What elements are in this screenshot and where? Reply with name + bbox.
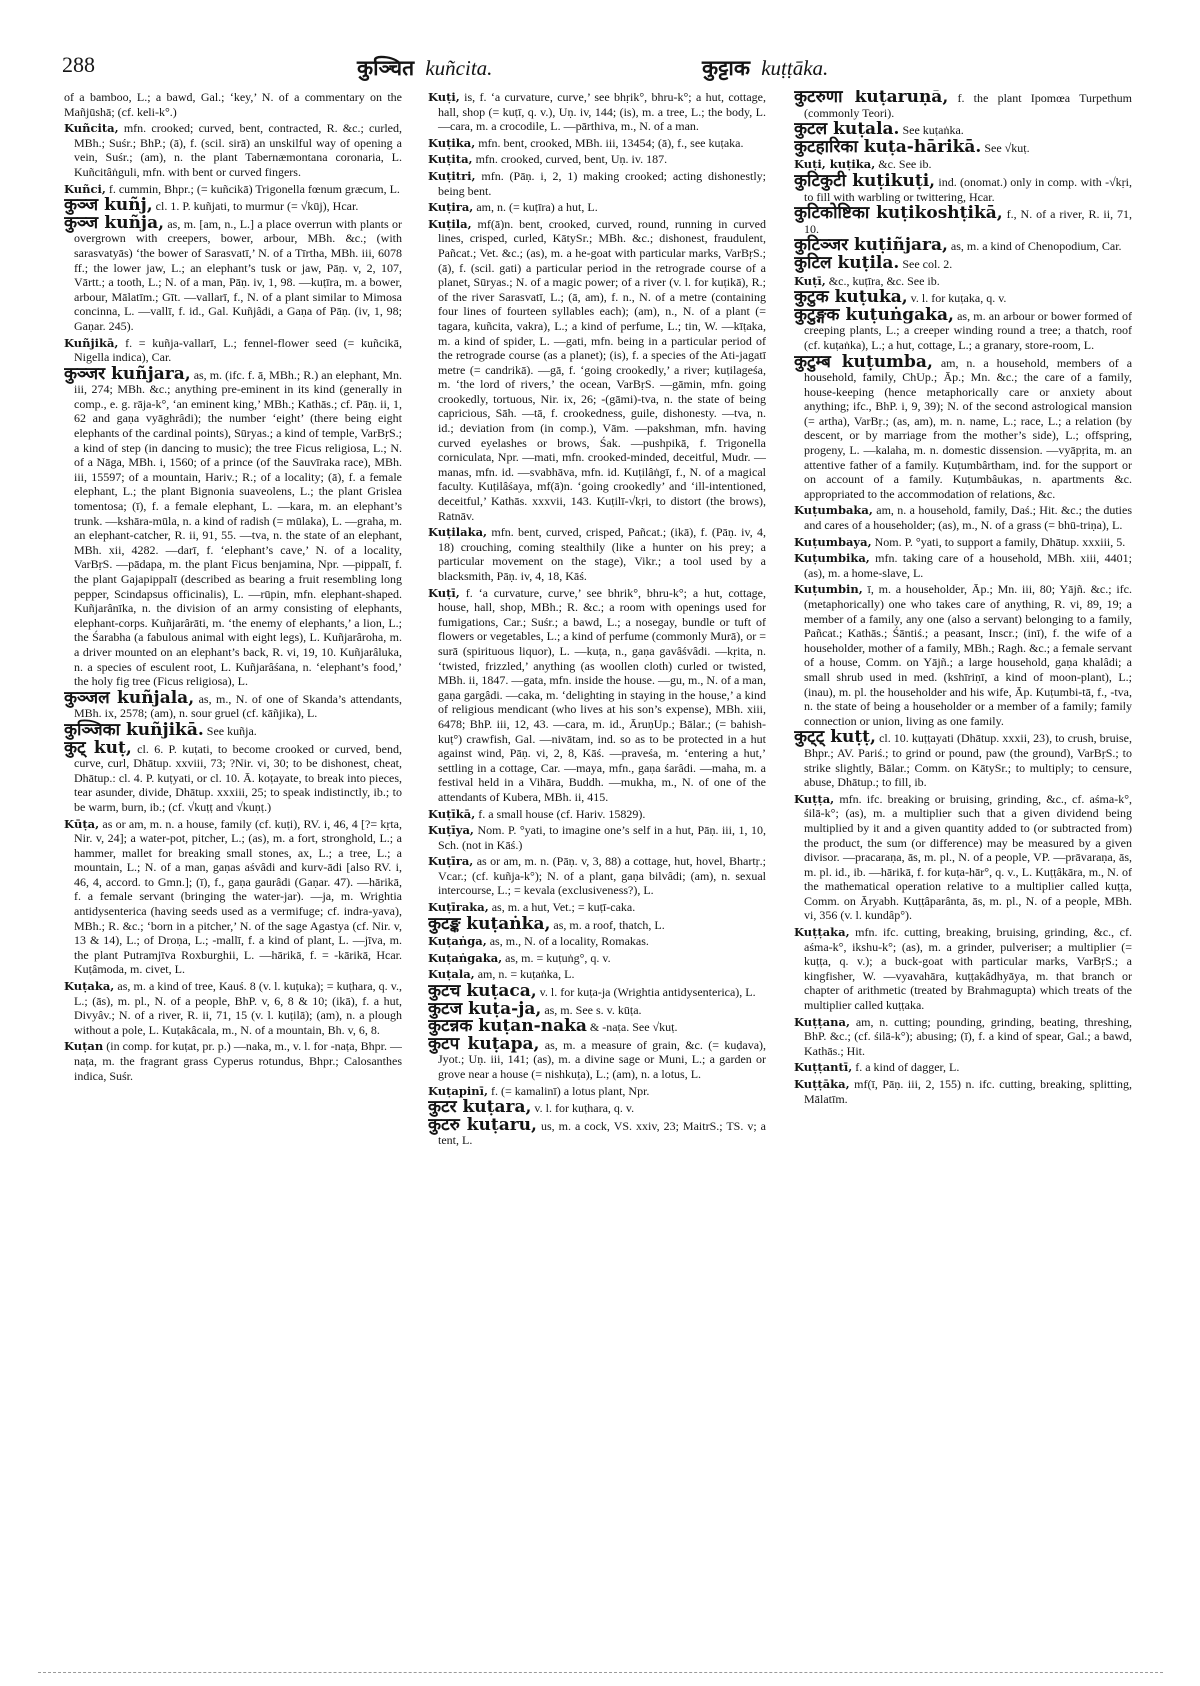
entry-definition: v. l. for kuṭaka, q. v.: [910, 291, 1007, 306]
entry-definition: as, m. a kind of tree, Kauś. 8 (v. l. kuṭuka); = kuṭhara, q. v., L.; (ās), m. pl., N. of a people, BhP. v, 6, 8 & 10; (ikā), f. a hut, Divyâv.; N. of a river, R. ii, 71, 15 (v. l. kuṭilā); (am), n. a plough without a pole, L. Kuṭakâcala, m., N. of a mountain, Bh. v, 6, 8.: [74, 979, 402, 1037]
entry-headword: Kuṭī,: [794, 273, 826, 288]
entry-headword: Kuṭi,: [428, 90, 460, 104]
entry-definition: as, m. = kuṭuṅg°, q. v.: [505, 950, 611, 965]
left-guide-word: [357, 54, 492, 82]
dictionary-entry: [64, 979, 402, 1037]
dictionary-entry: [428, 1084, 766, 1099]
page-header: [62, 50, 1132, 86]
entry-definition: ind. (onomat.) only in comp. with -√kṛi, to fill with warbling or twittering, Hcar.: [804, 174, 1132, 204]
entry-headword: Kuṭita,: [428, 152, 473, 167]
dictionary-entry: [64, 687, 402, 721]
entry-headword: Kuṭīra,: [428, 854, 474, 869]
entry-headword: Kuṭumbika,: [794, 551, 870, 566]
dictionary-entry: [794, 727, 1132, 790]
entry-definition: v. l. for kuṭa-ja (Wrightia antidysenterica), L.: [539, 985, 756, 1000]
dictionary-entry: [794, 351, 1132, 502]
entry-headword: कुटङ्क kuṭaṅka,: [428, 913, 551, 934]
left-guide-devanagari: कुञ्चित: [357, 56, 415, 80]
dictionary-entry: [428, 981, 766, 1002]
dictionary-entry: [428, 200, 766, 215]
entry-definition: as, m. See s. v. kūṭa.: [544, 1002, 642, 1017]
entry-headword: कुटुक kuṭuka,: [794, 287, 908, 308]
entry-definition: am, n. a household, members of a household, family, ChUp.; Āp.; Mn. &c.; the care of a family, house-keeping (hence metaphorically care or anxiety about anything; ifc., BhP. i, 9, 39); N. of the second astrological mansion (= artha), VarBṛ.; (as, am), m. n. name, L.; race, L.; a relation (by descent, or by marriage from the mother’s side), L.; offspring, progeny, L. —kalaha, m. n. domestic dissension. —vyāpṛita, m. an attentive father of a family. Kuṭumbârtham, ind. for the support or on account of a family. Kuṭumbâukas, n. apartments &c. appropriated to the accommodation of relations, &c.: [804, 355, 1132, 501]
dictionary-entry: [428, 136, 766, 151]
entry-headword: Kuṭumbin,: [794, 582, 863, 597]
entry-definition: cl. 1. P. kuñjati, to murmur (= √kūj), Hcar.: [155, 199, 359, 214]
entry-headword: Kuṭṭantī,: [794, 1060, 853, 1075]
entry-definition: is, f. ‘a curvature, curve,’ see bhṛik°, bhru-k°; a hut, cottage, hall, shop (= kuṭī, q. v.), Uṇ. iv, 144; (is), m. a tree, L.; the body, L. —cara, m. a crocodile, L. —pārthiva, m., N. of a man.: [438, 90, 766, 134]
entry-headword: Kuṭīraka,: [428, 900, 489, 915]
dictionary-entry: [64, 182, 402, 197]
entry-headword: Kuṭumbaya,: [794, 534, 872, 549]
entry-headword: Kuñcita,: [64, 121, 119, 136]
entry-definition: f. = kuñja-vallarī, L.; fennel-flower seed (= kuñcikā, Nigella indica), Car.: [74, 335, 402, 365]
page-number: 288: [62, 52, 95, 77]
entry-definition: f. (= kamalinī) a lotus plant, Npr.: [491, 1083, 650, 1098]
entry-definition: mf(ī, Pāṇ. iii, 2, 155) n. ifc. cutting, breaking, splitting, Mālatīm.: [804, 1077, 1132, 1106]
entry-headword: कुटज kuṭa-ja,: [428, 998, 542, 1019]
entry-definition: as, m. a kind of Chenopodium, Car.: [950, 239, 1122, 254]
entry-headword: कुटर kuṭara,: [428, 1097, 532, 1118]
dictionary-entry: [794, 203, 1132, 236]
entry-definition: of a bamboo, L.; a bawd, Gal.; ‘key,’ N. of a commentary on the Mañjūshā; (cf. keli-k°.): [64, 90, 402, 119]
entry-definition: f., N. of a river, R. ii, 71, 10.: [804, 207, 1132, 236]
dictionary-entry: [428, 1097, 766, 1118]
entry-definition: Nom. P. °yati, to imagine one’s self in a hut, Pāṇ. iii, 1, 10, Sch. (not in Kāś.): [438, 823, 766, 852]
dictionary-entry: [794, 1077, 1132, 1106]
entry-definition: as, m., N. of a locality, Romakas.: [489, 934, 649, 949]
entry-headword: Kuṭaṅga,: [428, 934, 487, 949]
entry-definition: as or am, m. n. a house, family (cf. kuṭi), RV. i, 46, 4 [?= kṛta, Nir. v, 24]; a water-pot, pitcher, L.; (as), m. a fort, stronghold, L.; a hammer, mallet for breaking small stones, ax, L.; a tree, L.; a mountain, L.; N. of a man, gaṇas aśvâdi and kurv-ādi [also RV. i, 46, 4, accord. to Gmn.]; (ī), f., gaṇa gaurâdi (Gaṇar. 47). —hārikā, f. a female servant (bringing the water-jar). —ja, m. Wrightia antidysenterica (having seeds used as a vermifuge; cf. indra-yava), MBh.; R. &c.; ‘born in a pitcher,’ N. of the sage Agastya (cf. Nir. v, 13 & 14), L.; of Droṇa, L.; -mallī, f. a kind of plant, L. —jīva, m. the plant Putramjīva Roxburghii, L. —hārikā, f. = -kārikā, Hcar. Kuṭâmoda, m. civet, L.: [74, 816, 402, 977]
entry-definition: am, n. a household, family, Daś.; Hit. &c.; the duties and cares of a householder; (as), m., N. of a grass (= bhū-triṇa), L.: [804, 503, 1132, 533]
entry-headword: Kuṭṭaka,: [794, 925, 850, 940]
dictionary-entry: [794, 535, 1132, 550]
entry-definition: mfn. ifc. breaking or bruising, grinding, &c., cf. aśma-k°, śilā-k°; (as), m. a multiplier such that a given dividend being multiplied by it and a given quantity added to (or subtracted from) the product, the sum (or difference) may be measured by a given divisor. —pracaraṇa, ās, m. pl., N. of a people, VP. —prāvaraṇa, ās, m. pl. id., ib. —hārikā, f. for kuṭa-hār°, q. v., L. Kuṭṭâkāra, m., N. of the mathematical operation relative to a multiplier called kuṭṭa, Comm. on Āryabh. Kuṭṭâparânta, ās, m. pl., N. of a people, MBh. vi, 356 (v. l. kundâp°).: [804, 791, 1132, 923]
entry-definition: mf(ā)n. bent, crooked, curved, round, running in curved lines, crisped, curled, KātySr.; MBh. &c.; dishonest, fraudulent, Pañcat.; Vet. &c.; (as), m. a he-goat with particular marks, VarBṛS.; (ā), f. (scil. gati) a particular period in the retrograde course of a planet, Sūryas.; N. of a magic power; of a river (v. l. for kuṭikā), R.; of the river Sarasvatī, L.; (ā, am), f. n., N. of a metre (containing four lines of fourteen syllables each); (am), n., N. of a plant (= tagara, kuñcita, vakra), L.; a kind of perfume, L.; tin, W. —kīṭaka, m. a kind of spider, L. —gati, mfn. being in a particular period of the retrograde course (as a planet); (is), f. a species of the Ati-jagatī metre (= candrikā). —gā, f. ‘going crookedly,’ a river; kuṭilageśa, m. ‘the lord of rivers,’ the ocean, VarBṛS. —gāmin, mfn. going crookedly, tortuous, Nir. ix, 26; -(gāmi)-tva, n. the state of being capricious, Sāh. —tā, f. crookedness, guile, dishonesty. —tva, n. id.; deviation from (in comp.), Vām. —pakshman, mfn. having curved eyelashes or brows, Śak. —pushpikā, f. Trigonella corniculata, Npr. —mati, mfn. crooked-minded, deceitful, Mudr. —manas, mfn. id. —svabhāva, mfn. id. Kuṭilâṅgī, f., N. of a magical faculty. Kuṭilâśaya, mf(ā)n. ‘going crookedly’ and ‘ill-intentioned, deceitful,’ Kathās. xxxvii, 143. Kuṭilī-√kṛi, to distort (the brows), Ratnāv.: [438, 216, 766, 523]
dictionary-entry: [428, 823, 766, 852]
entry-headword: Kuṭira,: [428, 200, 474, 215]
dictionary-entry: [794, 157, 1132, 172]
entry-headword: Kuṭila,: [428, 216, 472, 231]
entry-definition: mfn. ifc. cutting, breaking, bruising, grinding, &c., cf. aśma-k°, ikshu-k°; (as), m. a grinder, pulveriser; a multiplier (= kuṭṭa, q. v.); a buck-goat with particular marks, VarBṛS.; a kingfisher, W. —vyavahāra, kuṭṭakâdhyāya, m. that branch or chapter of arithmetic (treated by Brahmagupta) which treats of the multiplier called kuṭṭaka.: [804, 925, 1132, 1013]
entry-headword: कुटल kuṭala.: [794, 119, 900, 140]
entry-headword: Kuṭika,: [428, 135, 476, 150]
entry-definition: &c. See ib.: [878, 157, 932, 172]
entry-definition: See col. 2.: [902, 256, 953, 271]
entry-definition: See kuñja.: [206, 723, 257, 738]
entry-headword: कुटिल kuṭila.: [794, 252, 900, 273]
entry-headword: कुटहारिका kuṭa-hārikā.: [794, 136, 982, 157]
dictionary-entry: [794, 1060, 1132, 1075]
entry-definition: mfn. bent, crooked, MBh. iii, 13454; (ā), f., see kuṭaka.: [478, 135, 744, 150]
entry-definition: as, m. (ifc. f. ā, MBh.; R.) an elephant, Mn. iii, 274; MBh. &c.; anything pre-eminent in its kind (generally in comp., e. g. rāja-k°, ‘an eminent king,’ MBh.; Kathās.; cf. Pāṇ. ii, 1, 62 and gaṇa vyāghrâdi); the number ‘eight’ (there being eight elephants of the cardinal points), Sūryas.; a kind of temple, VarBṛS.; a kind of step (in dancing to music); the tree Ficus religiosa, L.; N. of a Nāga, MBh. i, 1560; of a prince (of the Sauvīraka race), MBh. iii, 15597; of a mountain, Hariv.; R.; of a locality; (ā), f. a female elephant, L.; the plant Bignonia suaveolens, L.; the plant Grislea tomentosa; (ī), f. a female elephant, L. —kara, m. an elephant’s trunk. —kshāra-mūla, n. a kind of radish (= mūlaka), L. —graha, m. an elephant-catcher, R. ii, 91, 55. —tva, n. the state of an elephant, MBh. xii, 4282. —darī, f. ‘elephant’s cave,’ N. of a locality, VarBṛS. —pādapa, m. the plant Ficus benjamina, Npr. —pippalī, f. the plant Gajapippalī (described as bearing a fruit resembling long pepper, Scindapsus officinalis), L. —rūpin, mfn. elephant-shaped. Kuñjarânīka, n. the division of an army consisting of elephants, elephant-corps. Kuñjarârāti, m. ‘the enemy of elephants,’ a lion, L.; the Śarabha (a fabulous animal with eight legs), L. Kuñjarâroha, m. a driver mounted on an elephant’s back, R. vi, 19, 10. Kuñjarâluka, n. a species of esculent root, L. Kuñjarâśana, n. ‘elephant’s food,’ the holy fig tree (Ficus religiosa), L.: [74, 367, 402, 689]
entry-headword: Kuṭaṅgaka,: [428, 950, 503, 965]
dictionary-entry: [428, 913, 766, 934]
entry-headword: कुटिञ्जर kuṭiñjara,: [794, 235, 948, 256]
dictionary-entry: [64, 336, 402, 365]
entry-headword: Kuṭapinī,: [428, 1083, 489, 1098]
entry-definition: as, m. a measure of grain, &c. (= kuḍava), Jyot.; Uṇ. iii, 141; (as), m. a divine sage or Muni, L.; a garden or grove near a house (= nishkuṭa), L.; (am), n. a lotus, L.: [438, 1037, 766, 1081]
dictionary-entry: [428, 854, 766, 898]
dictionary-entry: [794, 287, 1132, 308]
entry-definition: f. ‘a curvature, curve,’ see bhrik°, bhru-k°; a hut, cottage, house, hall, shop, MBh.; R. &c.; a room with openings used for fumigations, Car.; Suśr.; a bawd, L.; a nosegay, bundle or tuft of flowers or vegetables, L.; a kind of perfume (commonly Murā), or = surā (spirituous liquor), L. —kuṭa, n., gaṇa gavâśvâdi. —kṛita, n. ‘twisted, frizzled,’ anything (as woollen cloth) curled or twisted, MBh. ii, 1847. —gata, mfn. inside the house. —gu, m., N. of a man, gaṇa gargâdi. —caka, m. ‘delighting in staying in the house,’ a kind of religious mendicant (who lives at his son’s expense), MBh. xiii, 6478; BhP. iii, 12, 43. —cara, m. id., ĀruṇUp.; Bālar.; (= bahish-kuṭ°) crawfish, Gal. —nivātam, ind. so as to be protected in a hut against wind, Pāṇ. vi, 2, 8, Kāś. —praveśa, m. ‘entering a hut,’ settling in a cottage, Car. —maya, mfn., gaṇa śarâdi. —maha, m. a festival held in a Vihāra, Buddh. —mukha, m., N. of one of the attendants of Kubera, MBh. ii, 415.: [438, 585, 766, 804]
dictionary-entry: [794, 274, 1132, 289]
dictionary-entry: [794, 170, 1132, 204]
dictionary-entry: [64, 90, 402, 119]
entry-headword: Kuṭala,: [428, 967, 475, 982]
entry-definition: mfn. crooked; curved, bent, contracted, R. &c.; curled, MBh.; Suśr.; BhP.; (ā), f. (scil. sirā) an unskilful way of opening a vein, Suśr.; (am), n. the plant Tabernæmontana coronaria, L. Kuñcitâṅguli, mfn. with bent or curved fingers.: [74, 121, 402, 179]
dictionary-entry: [64, 737, 402, 815]
dictionary-entry: [794, 503, 1132, 532]
entry-headword: कुटुम्ब kuṭumba,: [794, 351, 933, 372]
entry-definition: Nom. P. °yati, to support a family, Dhātup. xxxiii, 5.: [874, 534, 1126, 549]
entry-definition: f. the plant Ipomœa Turpethum (commonly Teori).: [804, 91, 1132, 120]
dictionary-entry: [428, 169, 766, 198]
entry-headword: कुट् kuṭ,: [64, 737, 132, 758]
entry-headword: Kuṭitri,: [428, 168, 476, 183]
dictionary-entry: [428, 525, 766, 583]
entry-definition: v. l. for kuṭhara, q. v.: [534, 1101, 635, 1116]
entry-headword: Kuṭaka,: [64, 979, 115, 994]
entry-headword: Kuṭṭana,: [794, 1014, 850, 1029]
dictionary-entry: [64, 719, 402, 740]
dictionary-entry: [794, 304, 1132, 353]
entry-definition: am, n. cutting; pounding, grinding, beating, threshing, BhP. &c.; (cf. śilā-k°); abusing; (ī), f. a kind of spear, Gal.; a bawd, Kathās.; Hit.: [804, 1014, 1132, 1058]
left-guide-transliteration: kuñcita.: [425, 56, 493, 80]
dictionary-entry: [428, 217, 766, 523]
entry-definition: & -naṭa. See √kuṭ.: [589, 1020, 678, 1035]
dictionary-entry: [794, 235, 1132, 256]
bottom-rule: [38, 1672, 1163, 1673]
entry-headword: कुटच kuṭaca,: [428, 981, 537, 1002]
dictionary-entry: [428, 152, 766, 167]
entry-definition: ī, m. a householder, Āp.; Mn. iii, 80; Yājñ. &c.; ifc. (metaphorically) one who takes care of anything, R. vi, 89, 19; a member of a family, any one (also a servant) belonging to a family, Pañcat.; Kathās.; Śāntiś.; a peasant, Inscr.; (inī), f. the wife of a householder, mother of a family, MBh.; Ragh. &c.; a female servant of a house, Comm. on Yājñ.; a large household, gaṇa khalâdi; a small shrub used in med. (kshīriṇī, a kind of moon-plant), L.; (inau), m. pl. the householder and his wife, Āp. Kuṭumbi-tā, f., -tva, n. the state of being a householder or a member of a family; family connection or union, living as one family.: [804, 582, 1132, 728]
entry-definition: f. a small house (cf. Hariv. 15829).: [478, 806, 646, 821]
dictionary-entry: [428, 934, 766, 949]
entry-definition: as, m. [am, n., L.] a place overrun with plants or overgrown with creepers, bower, arbour, MBh. &c.; (with sarasvatyās) ‘the bower of Sarasvatī,’ N. of a Tīrtha, MBh. iii, 6078 ff.; the lower jaw, L.; an elephant’s tusk or jaw, Pāṇ. v, 2, 107, Vārtt.; a tooth, L.; N. of a man, Pāṇ. iv, 1, 98. —kuṭīra, m. a bower, arbour, Mālatīm.; Gīt. —vallarī, f., N. of a plant similar to Mimosa concinna, L. —vallī, f. id., Gal. Kuñjâdi, a Gaṇa of Pāṇ. (iv, 1, 98; Gaṇar. 245).: [74, 216, 402, 333]
dictionary-entry: [64, 121, 402, 179]
dictionary-entry: [794, 119, 1132, 140]
entry-definition: (in comp. for kuṭat, pr. p.) —naka, m., v. l. for -naṭa, Bhpr. —naṭa, m. the fragrant grass Cyperus rotundus, Bhpr.; Calosanthes indica, Suśr.: [74, 1039, 402, 1083]
entry-definition: f. cummin, Bhpr.; (= kuñcikā) Trigonella fœnum græcum, L.: [108, 181, 400, 196]
entry-definition: mfn. bent, curved, crisped, Pañcat.; (ikā), f. (Pāṇ. iv, 4, 18) crouching, coming stealthily (like a hunter on his prey; a particular movement on the stage), Vikr.; a tool used by a blacksmith, Pāṇ. iv, 4, 18, Kāś.: [438, 525, 766, 583]
entry-definition: cl. 10. kuṭṭayati (Dhātup. xxxii, 23), to crush, bruise, Bhpr.; AV. Pariś.; to grind or pound, paw (the ground), VarBṛS.; to strike slightly, Bālar.; Comm. on KātySr.; to multiply; to censure, abuse, Dhātup.; to fill, ib.: [804, 731, 1132, 790]
entry-headword: Kuṭan: [64, 1039, 104, 1054]
dictionary-entry: [64, 212, 402, 334]
entry-definition: as, m., N. of one of Skanda’s attendants, MBh. ix, 2578; (am), n. sour gruel (cf. kāñjika), L.: [74, 691, 402, 721]
entry-definition: am, n. (= kuṭīra) a hut, L.: [476, 200, 598, 215]
entry-definition: See kuṭaṅka.: [902, 123, 964, 138]
entry-definition: as, m. a roof, thatch, L.: [553, 917, 665, 932]
dictionary-entry: [794, 1015, 1132, 1059]
dictionary-entry: [794, 925, 1132, 1013]
dictionary-entry: [794, 252, 1132, 273]
column-3: [794, 90, 1132, 1650]
dictionary-entry: [428, 900, 766, 915]
entry-definition: See √kuṭ.: [984, 140, 1030, 155]
entry-headword: कुञ्जिका kuñjikā.: [64, 719, 204, 740]
dictionary-entry: [428, 951, 766, 966]
dictionary-columns: [64, 90, 1136, 1650]
dictionary-entry: [794, 582, 1132, 728]
entry-headword: कुञ्जर kuñjara,: [64, 363, 191, 384]
entry-headword: कुटिकुटी kuṭikuṭi,: [794, 170, 936, 191]
entry-headword: Kuñjikā,: [64, 335, 119, 350]
right-guide-transliteration: kuṭṭāka.: [761, 56, 829, 80]
entry-headword: कुञ्ज kuñja,: [64, 212, 165, 233]
dictionary-entry: [428, 967, 766, 982]
entry-definition: us, m. a cock, VS. xxiv, 23; MaitrS.; TS. v; a tent, L.: [438, 1118, 766, 1148]
dictionary-entry: [64, 817, 402, 978]
entry-headword: Kūṭa,: [64, 816, 100, 831]
entry-headword: कुटुङ्गक kuṭuṅgaka,: [794, 304, 954, 325]
entry-headword: Kuṭilaka,: [428, 525, 488, 540]
entry-definition: as, m. an arbour or bower formed of creeping plants, L.; a creeper winding round a tree; a thatch, roof (cf. kuṭaṅka), L.; a hut, cottage, L.; a granary, store-room, L.: [804, 308, 1132, 352]
entry-headword: Kuṭṭāka,: [794, 1077, 850, 1091]
entry-headword: कुटरु kuṭaru,: [428, 1114, 537, 1135]
entry-headword: कुटप kuṭapa,: [428, 1033, 540, 1054]
entry-headword: कुट्ट् kuṭṭ,: [794, 727, 876, 748]
entry-headword: Kuñci,: [64, 181, 106, 196]
dictionary-entry: [794, 90, 1132, 120]
entry-headword: कुञ्ज kuñj,: [64, 195, 153, 216]
entry-headword: कुटिकोष्टिका kuṭikoshṭikā,: [794, 203, 1003, 224]
entry-headword: Kuṭī,: [428, 585, 460, 600]
dictionary-entry: [428, 1016, 766, 1037]
entry-headword: Kuṭi, kuṭika,: [794, 157, 876, 172]
right-guide-word: [702, 54, 828, 82]
dictionary-entry: [428, 807, 766, 822]
entry-definition: mfn. (Pāṇ. i, 2, 1) making crooked; acting dishonestly; being bent.: [438, 168, 766, 198]
right-guide-devanagari: कुट्टाक: [702, 56, 750, 80]
entry-headword: कुटरुणा kuṭaruṇā,: [794, 90, 949, 107]
entry-definition: cl. 6. P. kuṭati, to become crooked or curved, bend, curve, curl, Dhātup. xxviii, 73; ?Nir. vi, 30; to be dishonest, cheat, Dhātup.: cl. 4. P. kuṭyati, or cl. 10. Ā. koṭayate, to break into pieces, tear asunder, divide, Dhātup. xxxiii, 25; to speak indistinctly, ib.; to be warm, burn, ib.; (cf. √kuṭṭ and √kuṇṭ.): [74, 741, 402, 814]
dictionary-entry: [794, 551, 1132, 580]
entry-headword: Kuṭumbaka,: [794, 503, 873, 518]
column-1: [64, 90, 402, 1650]
dictionary-entry: [428, 1033, 766, 1082]
entry-headword: Kuṭṭa,: [794, 791, 835, 806]
dictionary-entry: [64, 1039, 402, 1083]
dictionary-entry: [64, 195, 402, 216]
dictionary-entry: [428, 586, 766, 805]
entry-definition: f. a kind of dagger, L.: [855, 1060, 960, 1075]
dictionary-entry: [428, 1114, 766, 1148]
entry-headword: कुटन्नक kuṭan-naka: [428, 1016, 587, 1037]
dictionary-entry: [428, 90, 766, 134]
dictionary-entry: [64, 363, 402, 689]
dictionary-entry: [428, 998, 766, 1019]
entry-definition: as or am, m. n. (Pāṇ. v, 3, 88) a cottage, hut, hovel, Bhartṛ.; Vcar.; (cf. kuñja-k°); N. of a plant, gaṇa bilvâdi; (am), n. sexual intercourse, L.; = kevala (exclusiveness?), L.: [438, 854, 766, 898]
entry-definition: as, m. a hut, Vet.; = kuṭī-caka.: [491, 900, 636, 915]
entry-definition: mfn. taking care of a household, MBh. xiii, 4401; (as), m. a home-slave, L.: [804, 551, 1132, 580]
dictionary-entry: [794, 136, 1132, 157]
entry-headword: Kuṭīya,: [428, 823, 474, 838]
dictionary-entry: [794, 792, 1132, 923]
entry-headword: Kuṭīkā,: [428, 806, 476, 821]
entry-definition: am, n. = kuṭaṅka, L.: [477, 967, 575, 982]
entry-definition: mfn. crooked, curved, bent, Uṇ. iv. 187.: [475, 152, 668, 167]
entry-headword: कुञ्जल kuñjala,: [64, 687, 195, 708]
column-2: [428, 90, 766, 1650]
entry-definition: &c., kuṭīra, &c. See ib.: [828, 273, 940, 288]
